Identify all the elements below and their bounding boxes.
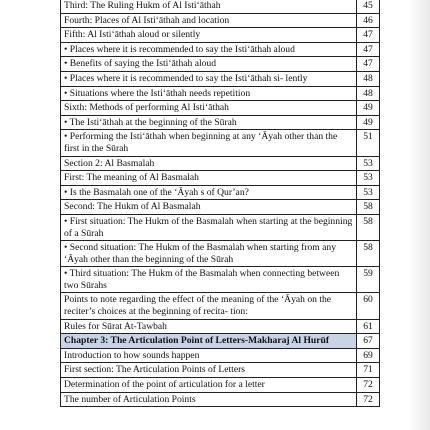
toc-page-number: 51 — [357, 130, 380, 156]
toc-row — [61, 0, 380, 13]
toc-page-number: 58 — [357, 241, 380, 267]
toc-page-number: 67 — [357, 334, 380, 349]
toc-row — [61, 71, 380, 86]
toc-page-number: 47 — [357, 28, 380, 43]
toc-page-number: 69 — [357, 348, 380, 363]
toc-entry-title: Introduction to how sounds happen — [61, 348, 357, 363]
toc-page-number: 53 — [357, 185, 380, 200]
toc-row — [61, 28, 380, 43]
toc-page-number: 48 — [357, 71, 380, 86]
toc-row — [61, 378, 380, 393]
toc-page-number: 72 — [357, 392, 380, 407]
toc-row — [61, 171, 380, 186]
toc-page-number: 60 — [357, 293, 380, 319]
toc-row — [61, 319, 380, 334]
toc-page-number: 58 — [357, 214, 380, 240]
toc-page-number: 61 — [357, 319, 380, 334]
toc-entry-title: Points to note regarding the effect of the meaning of the ‘Āyah on the reciter’s choices at the beginning of recita- tion: — [61, 293, 357, 319]
toc-entry-title: Third: The Ruling Hukm of Al Isti‘āthah — [61, 0, 357, 13]
toc-row — [61, 392, 380, 407]
toc-row — [61, 13, 380, 28]
toc-entry-title: The number of Articulation Points — [61, 392, 357, 407]
toc-page-number: 45 — [357, 0, 380, 13]
toc-entry-title: Determination of the point of articulation for a letter — [61, 378, 357, 393]
toc-entry-title: • Places where it is recommended to say the Isti‘āthah si- lently — [61, 71, 357, 86]
toc-row — [61, 363, 380, 378]
toc-chapter-row — [61, 334, 380, 349]
toc-entry-title: Chapter 3: The Articulation Point of Letters-Makharaj Al Hurūf — [61, 334, 357, 349]
toc-row — [61, 241, 380, 267]
toc-page-number: 53 — [357, 156, 380, 171]
toc-entry-title: • Is the Basmalah one of the ‘Āyah s of Qur’an? — [61, 185, 357, 200]
toc-row — [61, 185, 380, 200]
toc-entry-title: Rules for Sūrat At-Tawbah — [61, 319, 357, 334]
toc-entry-title: • Situations where the Isti‘āthah needs repetition — [61, 86, 357, 101]
toc-page-number: 49 — [357, 101, 380, 116]
toc-page-number: 58 — [357, 200, 380, 215]
toc-entry-title: Section 2: Al Basmalah — [61, 156, 357, 171]
toc-row — [61, 200, 380, 215]
toc-entry-title: Fourth: Places of Al Isti‘āthah and location — [61, 13, 357, 28]
toc-entry-title: • Places where it is recommended to say the Isti‘āthah aloud — [61, 42, 357, 57]
toc-entry-title: First: The meaning of Al Basmalah — [61, 171, 357, 186]
toc-entry-title: Sixth: Methods of performing Al Isti‘āthah — [61, 101, 357, 116]
toc-page-number: 48 — [357, 86, 380, 101]
toc-page-number: 71 — [357, 363, 380, 378]
toc-entry-title: Second: The Hukm of Al Basmalah — [61, 200, 357, 215]
toc-row — [61, 267, 380, 293]
toc-entry-title: • Third situation: The Hukm of the Basmalah when connecting between two Sūrahs — [61, 267, 357, 293]
toc-page-number: 72 — [357, 378, 380, 393]
toc-row — [61, 57, 380, 72]
toc-row — [61, 214, 380, 240]
toc-page-number: 47 — [357, 42, 380, 57]
toc-page-number: 46 — [357, 13, 380, 28]
toc-entry-title: • Second situation: The Hukm of the Basmalah when starting from any ‘Āyah other than the beginning of the Sūrah — [61, 241, 357, 267]
toc-entry-title: • Performing the Isti‘āthah when beginning at any ‘Āyah other than the first in the Sūrah — [61, 130, 357, 156]
toc-entry-title: Fifth: Al Isti‘āthah aloud or silently — [61, 28, 357, 43]
table-of-contents — [60, 0, 380, 407]
toc-row — [61, 130, 380, 156]
toc-entry-title: • Benefits of saying the Isti‘āthah aloud — [61, 57, 357, 72]
toc-page-number: 53 — [357, 171, 380, 186]
toc-row — [61, 348, 380, 363]
toc-entry-title: • The Isti‘āthah at the beginning of the Sūrah — [61, 115, 357, 130]
toc-page-number: 47 — [357, 57, 380, 72]
toc-row — [61, 101, 380, 116]
toc-row — [61, 115, 380, 130]
toc-page-number: 49 — [357, 115, 380, 130]
toc-row — [61, 293, 380, 319]
toc-row — [61, 42, 380, 57]
page-edge-shadow — [408, 0, 430, 430]
toc-entry-title: First section: The Articulation Points of Letters — [61, 363, 357, 378]
toc-entry-title: • First situation: The Hukm of the Basmalah when starting at the beginning of a Sūrah — [61, 214, 357, 240]
toc-row — [61, 156, 380, 171]
toc-row — [61, 86, 380, 101]
toc-page-number: 59 — [357, 267, 380, 293]
